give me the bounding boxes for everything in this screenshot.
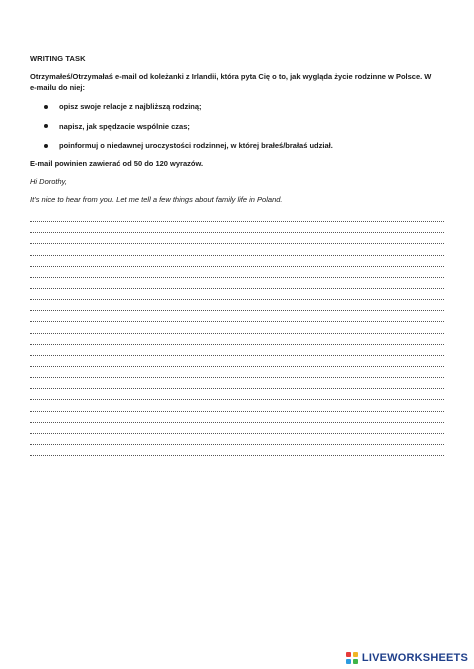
- writing-area[interactable]: [30, 211, 444, 456]
- writing-line[interactable]: [30, 412, 444, 423]
- writing-line[interactable]: [30, 389, 444, 400]
- letter-greeting: Hi Dorothy,: [30, 177, 67, 186]
- logo-text: LIVEWORKSHEETS: [361, 652, 468, 664]
- writing-line[interactable]: [30, 211, 444, 222]
- task-bullet-item: [30, 101, 450, 112]
- writing-line[interactable]: [30, 423, 444, 434]
- writing-line[interactable]: [30, 278, 444, 289]
- writing-line[interactable]: [30, 233, 444, 244]
- writing-line[interactable]: [30, 300, 444, 311]
- task-title: WRITING TASK: [30, 54, 86, 63]
- writing-line[interactable]: [30, 256, 444, 267]
- writing-line[interactable]: [30, 334, 444, 345]
- writing-line[interactable]: [30, 345, 444, 356]
- task-prompt: Otrzymałeś/Otrzymałaś e-mail od koleżanki z Irlandii, która pyta Cię o to, jak wygląda życie rodzinne w Polsce. W e-mailu do niej:: [30, 72, 432, 92]
- task-bullet-item: [30, 121, 450, 132]
- writing-line[interactable]: [30, 244, 444, 255]
- writing-line[interactable]: [30, 434, 444, 445]
- task-bullet-text: opisz swoje relacje z najbliższą rodziną;: [59, 102, 202, 111]
- task-bullet-list: [30, 101, 450, 160]
- writing-line[interactable]: [30, 356, 444, 367]
- bullet-dot-icon: [44, 124, 48, 128]
- letter-opening: It’s nice to hear from you. Let me tell a few things about family life in Poland.: [30, 195, 283, 204]
- liveworksheets-logo-icon: [346, 652, 359, 665]
- task-bullet-text: napisz, jak spędzacie wspólnie czas;: [59, 121, 190, 131]
- task-bullet-item: [30, 140, 450, 151]
- writing-line[interactable]: [30, 367, 444, 378]
- bullet-dot-icon: [44, 144, 48, 148]
- writing-line[interactable]: [30, 378, 444, 389]
- writing-line[interactable]: [30, 311, 444, 322]
- writing-line[interactable]: [30, 445, 444, 456]
- writing-line[interactable]: [30, 289, 444, 300]
- bullet-dot-icon: [44, 105, 48, 109]
- liveworksheets-logo: [346, 651, 468, 665]
- writing-line[interactable]: [30, 400, 444, 411]
- writing-line[interactable]: [30, 267, 444, 278]
- writing-line[interactable]: [30, 222, 444, 233]
- word-limit-instruction: E-mail powinien zawierać od 50 do 120 wyrazów.: [30, 159, 204, 168]
- writing-line[interactable]: [30, 322, 444, 333]
- task-bullet-text: poinformuj o niedawnej uroczystości rodzinnej, w której brałeś/brałaś udział.: [59, 141, 333, 150]
